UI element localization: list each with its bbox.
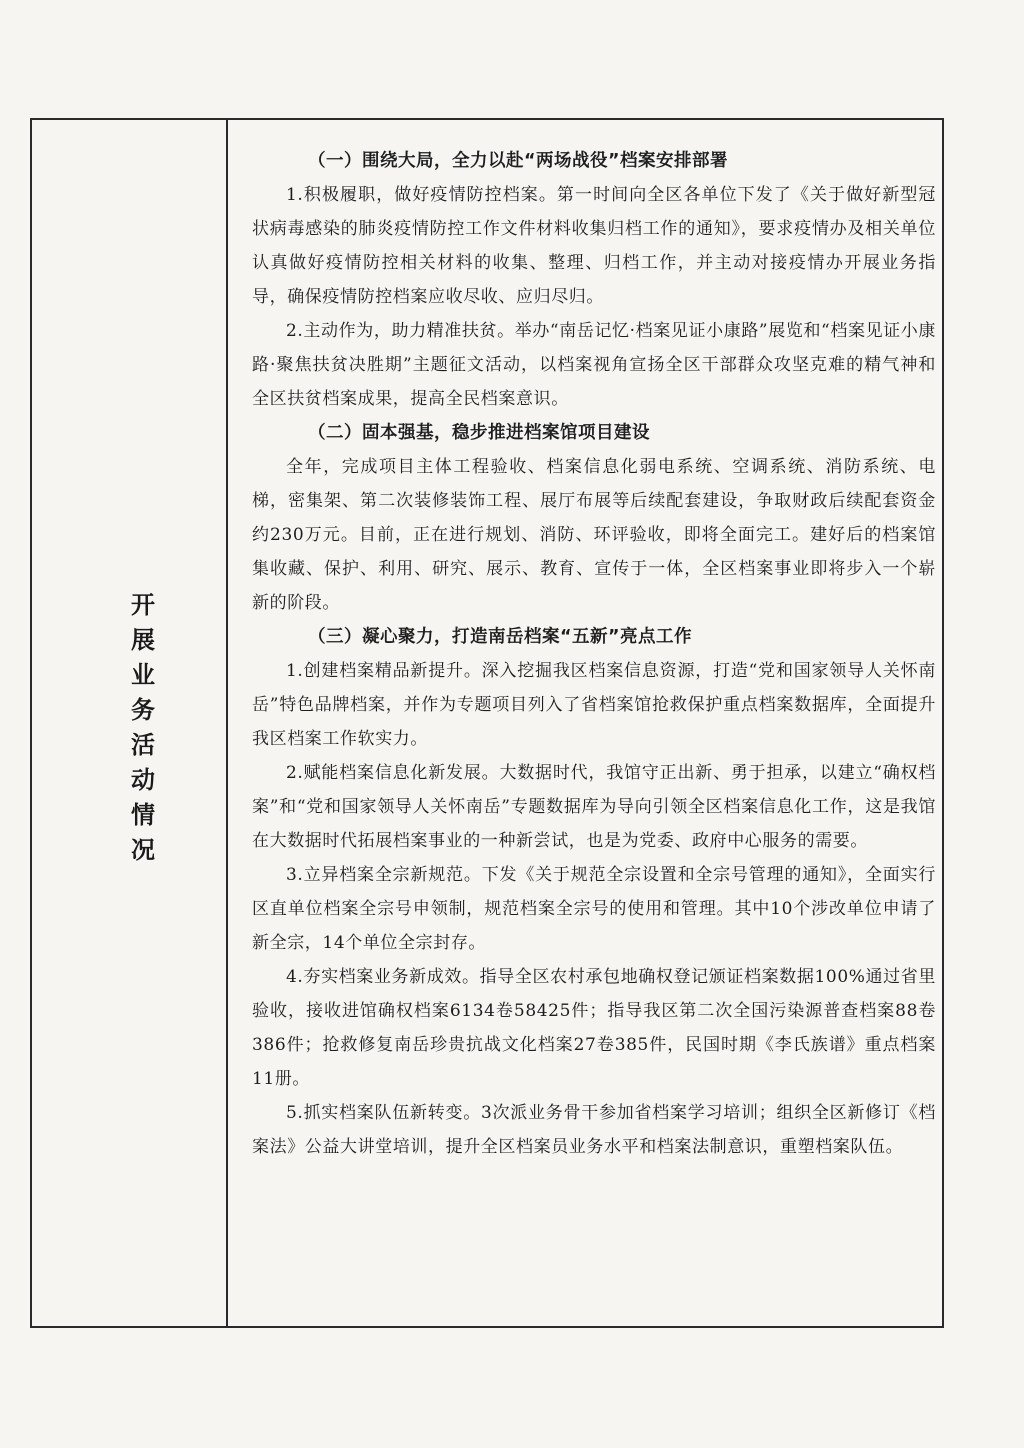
report-form-table xyxy=(30,118,944,1328)
section-heading-3: （三）凝心聚力，打造南岳档案“五新”亮点工作 xyxy=(308,627,693,647)
section-heading-1: （一）围绕大局，全力以赴“两场战役”档案安排部署 xyxy=(308,151,729,171)
section-3-paragraph-2: 2.赋能档案信息化新发展。大数据时代，我馆守正出新、勇于担承，以建立“确权档案”和“党和国家领导人关怀南岳”专题数据库为导向引领全区档案信息化工作，这是我馆在大数据时代拓展档案事业的一种新尝试，也是为党委、政府中心服务的需要。 xyxy=(252,763,936,851)
row-label-cell xyxy=(32,120,228,1326)
section-3-paragraph-4: 4.夯实档案业务新成效。指导全区农村承包地确权登记颁证档案数据100%通过省里验收，接收进馆确权档案6134卷58425件；指导我区第二次全国污染源普查档案88卷386件；抢救修复南岳珍贵抗战文化档案27卷385件，民国时期《李氏族谱》重点档案11册。 xyxy=(252,967,936,1089)
vertical-row-label xyxy=(126,588,160,868)
section-2-paragraph-1: 全年，完成项目主体工程验收、档案信息化弱电系统、空调系统、消防系统、电梯，密集架、第二次装修装饰工程、展厅布展等后续配套建设，争取财政后续配套资金约230万元。目前，正在进行规划、消防、环评验收，即将全面完工。建好后的档案馆集收藏、保护、利用、研究、展示、教育、宣传于一体，全区档案事业即将步入一个崭新的阶段。 xyxy=(252,457,936,613)
section-1-paragraph-2: 2.主动作为，助力精准扶贫。举办“南岳记忆·档案见证小康路”展览和“档案见证小康路·聚焦扶贫决胜期”主题征文活动，以档案视角宣扬全区干部群众攻坚克难的精气神和全区扶贫档案成果，提高全民档案意识。 xyxy=(252,321,936,409)
section-3-paragraph-3: 3.立异档案全宗新规范。下发《关于规范全宗设置和全宗号管理的通知》，全面实行区直单位档案全宗号申领制，规范档案全宗号的使用和管理。其中10个涉改单位申请了新全宗，14个单位全宗封存。 xyxy=(252,865,936,953)
section-1-paragraph-1: 1.积极履职，做好疫情防控档案。第一时间向全区各单位下发了《关于做好新型冠状病毒感染的肺炎疫情防控工作文件材料收集归档工作的通知》，要求疫情办及相关单位认真做好疫情防控相关材料的收集、整理、归档工作，并主动对接疫情办开展业务指导，确保疫情防控档案应收尽收、应归尽归。 xyxy=(252,185,936,307)
label-char: 活 xyxy=(131,731,155,759)
label-char: 开 xyxy=(131,591,155,619)
label-char: 业 xyxy=(131,661,155,689)
label-char: 展 xyxy=(131,626,155,654)
label-char: 况 xyxy=(131,836,155,864)
section-3-paragraph-5: 5.抓实档案队伍新转变。3次派业务骨干参加省档案学习培训；组织全区新修订《档案法》公益大讲堂培训，提升全区档案员业务水平和档案法制意识，重塑档案队伍。 xyxy=(252,1103,936,1157)
content-cell xyxy=(230,120,942,1326)
label-char: 务 xyxy=(131,696,155,724)
section-3-paragraph-1: 1.创建档案精品新提升。深入挖掘我区档案信息资源，打造“党和国家领导人关怀南岳”特色品牌档案，并作为专题项目列入了省档案馆抢救保护重点档案数据库，全面提升我区档案工作软实力。 xyxy=(252,661,936,749)
label-char: 动 xyxy=(131,766,155,794)
section-heading-2: （二）固本强基，稳步推进档案馆项目建设 xyxy=(308,423,650,443)
label-char: 情 xyxy=(131,801,155,829)
